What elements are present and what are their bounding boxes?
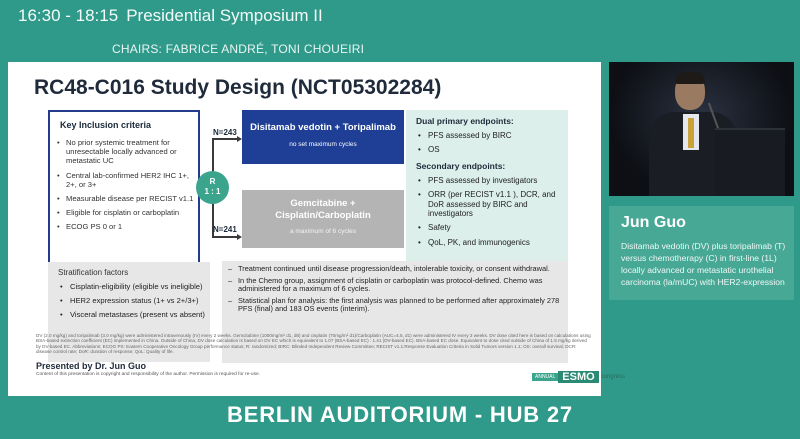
endpoint-item: • PFS assessed by investigators	[418, 176, 564, 185]
speaker-video	[609, 62, 794, 196]
stratification-title: Stratification factors	[58, 268, 129, 277]
arm-a-box	[242, 110, 404, 164]
endpoint-item: • QoL, PK, and immunogenics	[418, 238, 564, 247]
randomization-ratio: 1 : 1	[204, 187, 221, 196]
venue-banner: BERLIN AUDITORIUM - HUB 27	[227, 402, 573, 427]
arm-a-note: no set maximum cycles	[289, 141, 357, 148]
note-item: – In the Chemo group, assignment of cisplatin or carboplatin was protocol-defined. Chemo was administered for a maximum of 6 cycles.	[228, 277, 560, 294]
copyright-notice: Content of this presentation is copyright and responsibility of the author. Permission is required for re-use.	[36, 372, 260, 377]
secondary-endpoints-title: Secondary endpoints:	[416, 160, 506, 171]
slide-title: RC48-C016 Study Design (NCT05302284)	[34, 76, 442, 99]
secondary-endpoints-list	[418, 176, 564, 247]
note-item: – Treatment continued until disease progression/death, intolerable toxicity, or consent withdrawal.	[228, 265, 560, 274]
inclusion-list	[56, 138, 198, 237]
presentation-slide	[8, 62, 626, 396]
podium	[715, 128, 785, 196]
endpoint-item: • OS	[418, 145, 564, 154]
slide-footnote: DV (2.0 mg/kg) and toripalimab (3.0 mg/kg) were administered intravenously (IV) every 2 weeks. Gemcitabine (1000mg/m² d1, d8) and cisplatin (70mg/m² d1)/Carboplatin (AUC=4.5, d1) were administered IV every 3 weeks. DV dose cited here is based on calculations using BSA-based extinction coefficient (EC) implemented in China. Outside of China, DV dose calculation is based on DV EC which is equivalent to 1.07 (BSA-based EC) : 1.41 (DV-based EC). BSA-based EC dose. Equivalent to dose cited outside of China of 1.5 mg/kg derived by DV-based EC. Abbreviations: ECOG PS: Eastern Cooperative Oncology Group performance status; R: randomized; BIRC: Blinded Independent Review Committee; RECIST v1.1:Response Evaluation Criteria in Solid Tumors version 1.1; OS: overall survival; DCR: disease control rate; DoR: duration of response; QoL: Quality of life.	[36, 333, 591, 355]
talk-description: Disitamab vedotin (DV) plus toripalimab (T) versus chemotherapy (C) in first-line (1L) locally advanced or metastatic urothelial carcinoma (la/mUC) with HER2-expression	[621, 241, 786, 287]
stratification-item: • HER2 expression status (1+ vs 2+/3+)	[60, 296, 206, 305]
arm-a-count: N=243	[213, 128, 237, 137]
arm-b-name: Gemcitabine + Cisplatin/Carboplatin	[275, 198, 371, 221]
speaker-name: Jun Guo	[621, 214, 686, 231]
logo-main: ESMO	[558, 371, 598, 383]
primary-endpoints-title: Dual primary endpoints:	[416, 116, 514, 126]
treatment-notes-list	[228, 265, 560, 314]
session-chairs: CHAIRS: FABRICE ANDRÉ, TONI CHOUEIRI	[112, 42, 365, 56]
connector-line	[212, 236, 238, 238]
inclusion-item: • ECOG PS 0 or 1	[56, 222, 198, 231]
connector-line	[212, 138, 238, 140]
inclusion-item: • No prior systemic treatment for unresectable locally advanced or metastatic UC	[56, 138, 198, 166]
stratification-list	[60, 282, 206, 319]
note-item: – Statistical plan for analysis: the first analysis was planned to be performed after approximately 278 PFS (final) and 183 OS events (interim).	[228, 297, 560, 314]
arm-a-name: Disitamab vedotin + Toripalimab	[250, 122, 396, 133]
inclusion-item: • Central lab-confirmed HER2 IHC 1+, 2+, or 3+	[56, 171, 198, 189]
speaker-info-panel	[609, 206, 794, 300]
speaker-hair	[675, 72, 705, 84]
session-line	[18, 6, 323, 26]
logo-prefix: ANNUAL	[532, 373, 558, 381]
arm-b-note: a maximum of 6 cycles	[289, 228, 357, 235]
stratification-item: • Cisplatin-eligibility (eligible vs ineligible)	[60, 282, 206, 291]
endpoint-item: • ORR (per RECIST v1.1 ), DCR, and DoR assessed by BIRC and investigators	[418, 190, 564, 218]
inclusion-title: Key Inclusion criteria	[60, 120, 152, 130]
session-header	[0, 0, 800, 64]
arm-b-count: N=241	[213, 225, 237, 234]
inclusion-item: • Measurable disease per RECIST v1.1	[56, 194, 198, 203]
randomization-label: R	[209, 177, 216, 186]
endpoint-item: • Safety	[418, 223, 564, 232]
session-time: 16:30 - 18:15	[18, 6, 119, 25]
stratification-item: • Visceral metastases (present vs absent)	[60, 310, 206, 319]
primary-endpoints-list	[418, 131, 564, 155]
arm-b-box	[242, 190, 404, 248]
randomization-circle	[196, 171, 229, 204]
session-title: Presidential Symposium II	[126, 6, 323, 25]
esmo-congress-logo	[532, 370, 625, 384]
logo-suffix: congress	[600, 374, 626, 380]
speaker-lanyard	[688, 118, 694, 148]
presented-by: Presented by Dr. Jun Guo	[36, 361, 147, 371]
inclusion-item: • Eligible for cisplatin or carboplatin	[56, 208, 198, 217]
endpoint-item: • PFS assessed by BIRC	[418, 131, 564, 140]
